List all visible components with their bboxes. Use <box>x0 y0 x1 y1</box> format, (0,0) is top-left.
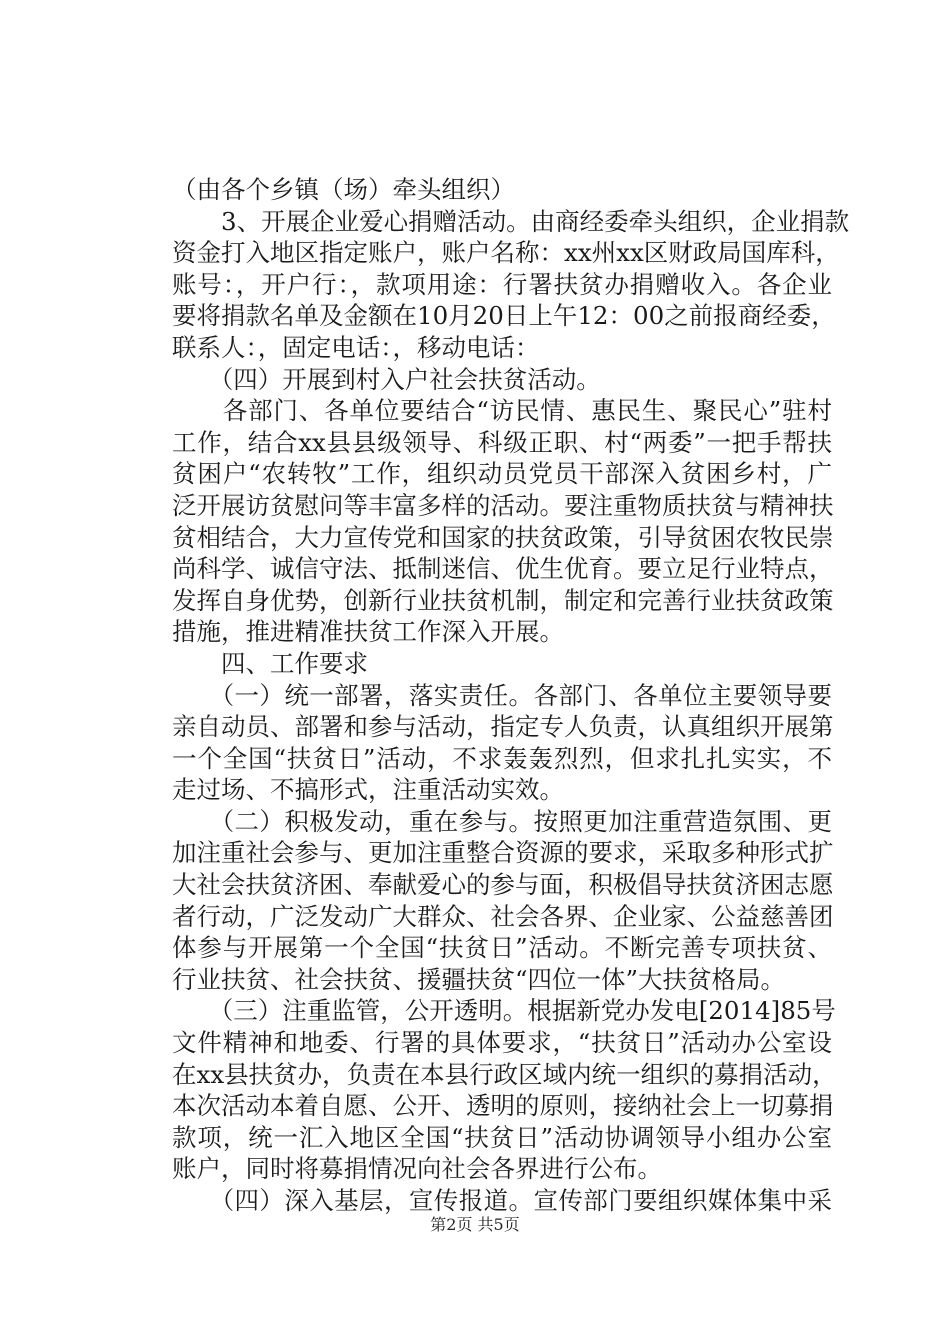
text-line: 账户，同时将募捐情况向社会各界进行公布。 <box>172 1154 662 1184</box>
text-line: （四）深入基层，宣传报道。宣传部门要组织媒体集中采 <box>172 1186 832 1215</box>
text-line: 一个全国“扶贫日”活动，不求轰轰烈烈，但求扎扎实实，不 <box>172 743 832 773</box>
text-line: 在xx县扶贫办，负责在本县行政区域内统一组织的募捐活动， <box>172 1059 837 1089</box>
text-line: 泛开展访贫慰问等丰富多样的活动。要注重物质扶贫与精神扶 <box>172 490 834 520</box>
text-line: 走过场、不搞形式，注重活动实效。 <box>172 775 564 805</box>
text-line: 3、开展企业爱心捐赠活动。由商经委牵头组织，企业捐款 <box>172 206 850 236</box>
text-line: 贫困户“农转牧”工作，组织动员党员干部深入贫困乡村，广 <box>172 459 832 489</box>
text-line: （三）注重监管，公开透明。根据新党办发电[2014]85号 <box>172 996 836 1026</box>
text-line: 联系人：，固定电话：，移动电话： <box>172 332 540 362</box>
text-line: 贫相结合，大力宣传党和国家的扶贫政策，引导贫困农牧民崇 <box>172 522 834 552</box>
text-line: 账号：，开户行：，款项用途：行署扶贫办捐赠收入。各企业 <box>172 269 832 299</box>
text-line: 要将捐款名单及金额在10月20日上午12：00之前报商经委， <box>172 301 836 331</box>
text-line: 尚科学、诚信守法、抵制迷信、优生优育。要立足行业特点， <box>172 554 834 584</box>
text-line: 发挥自身优势，创新行业扶贫机制，制定和完善行业扶贫政策 <box>172 585 834 615</box>
text-line: 资金打入地区指定账户，账户名称：xx州xx区财政局国库科， <box>172 238 840 268</box>
text-line: 措施，推进精准扶贫工作深入开展。 <box>172 617 564 647</box>
text-line: 文件精神和地委、行署的具体要求，“扶贫日”活动办公室设 <box>172 1028 832 1058</box>
text-line: 加注重社会参与、更加注重整合资源的要求，采取多种形式扩 <box>172 838 834 868</box>
text-line: 者行动，广泛发动广大群众、社会各界、企业家、公益慈善团 <box>172 901 834 931</box>
text-line: 本次活动本着自愿、公开、透明的原则，接纳社会上一切募捐 <box>172 1091 834 1121</box>
text-line: 四、工作要求 <box>172 648 368 678</box>
page-footer: 第2页 共5页 <box>430 1215 520 1234</box>
text-line: 亲自动员、部署和参与活动，指定专人负责，认真组织开展第 <box>172 712 834 742</box>
text-line: （二）积极发动，重在参与。按照更加注重营造氛围、更 <box>172 806 832 836</box>
text-line: （一）统一部署，落实责任。各部门、各单位主要领导要 <box>172 680 832 710</box>
text-line: 大社会扶贫济困、奉献爱心的参与面，积极倡导扶贫济困志愿 <box>172 870 834 900</box>
text-line: （由各个乡镇（场）牵头组织） <box>172 175 515 204</box>
text-line: 款项，统一汇入地区全国“扶贫日”活动协调领导小组办公室 <box>172 1122 832 1152</box>
text-line: 体参与开展第一个全国“扶贫日”活动。不断完善专项扶贫、 <box>172 933 832 963</box>
text-line: 工作，结合xx县县级领导、科级正职、村“两委”一把手帮扶 <box>172 427 832 457</box>
text-line: 各部门、各单位要结合“访民情、惠民生、聚民心”驻村 <box>172 396 832 426</box>
text-line: （四）开展到村入户社会扶贫活动。 <box>172 364 601 394</box>
document-body <box>172 174 850 1217</box>
text-line: 行业扶贫、社会扶贫、援疆扶贫“四位一体”大扶贫格局。 <box>172 964 786 994</box>
